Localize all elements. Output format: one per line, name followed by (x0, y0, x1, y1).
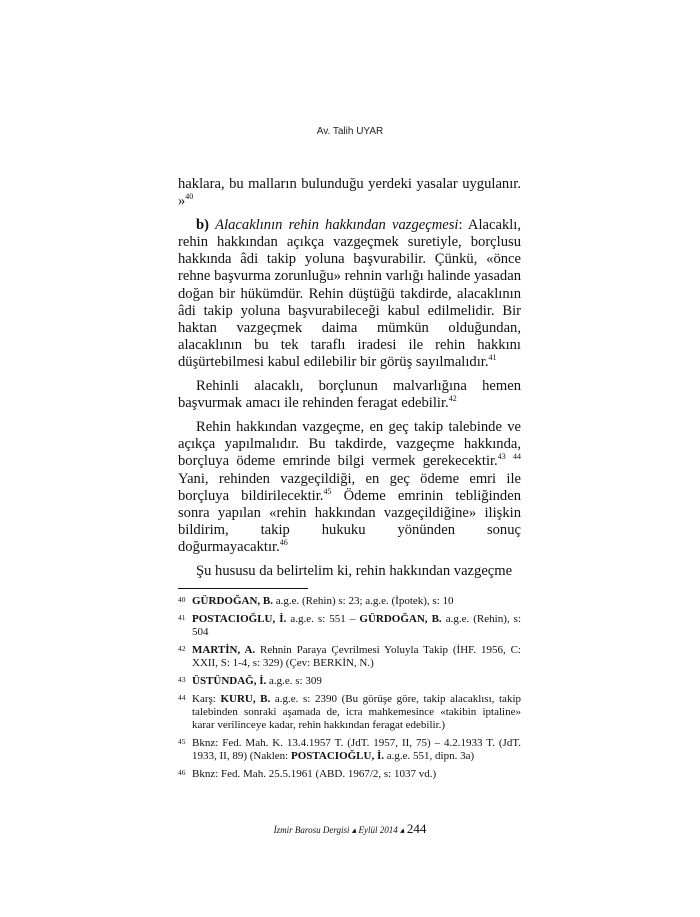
page-column (178, 0, 521, 878)
paragraph (178, 563, 521, 580)
footnote-ref: 43 (497, 452, 506, 462)
text-run: a.g.e. (Rehin), s: 504 (192, 613, 522, 639)
text-run: haklara, bu malların bulunduğu yerdeki yasalar uygulanır. » (178, 176, 521, 210)
page-footer (0, 821, 700, 838)
footnote-ref: 41 (488, 352, 497, 362)
footnote-number: 44 (178, 693, 186, 703)
footnote-number: 42 (178, 644, 186, 654)
text-run: Şu hususu da belirtelim ki, rehin hakkından vazgeçme (196, 562, 513, 579)
separator: ▴ (397, 825, 407, 836)
footnote-ref: 45 (323, 486, 332, 496)
text-run: Rehin hakkından vazgeçme, en geç takip talebinde ve açıkça yapılmalıdır. Bu takdirde, vazgeçme hakkında, borçluya ödeme emrinde bilgi vermek gerekecektir. (178, 419, 521, 470)
footnote (178, 768, 521, 781)
footnote (178, 595, 521, 608)
text-run: GÜRDOĞAN, B. (359, 613, 442, 626)
text-run: Bknz: Fed. Mah. K. 13.4.1957 T. (JdT. 1957, II, 75) – 4.2.1933 T. (JdT. 1933, II, 89) (Naklen: (192, 737, 521, 763)
paragraph (178, 378, 521, 412)
footnotes (178, 595, 521, 781)
footnote-text (192, 737, 521, 763)
footnote-number: 41 (178, 613, 186, 623)
journal-name: İzmir Barosu Dergisi (273, 825, 350, 836)
text-run: a.g.e. s: 2390 (Bu görüşe göre, takip alacaklısı, takip talebinden sonraki aşamada de, icra mahkemesince «takibin iptaline» karar verilinceye kadar, rehin hakkından feragat edebilir.) (192, 693, 521, 732)
footnote (178, 693, 521, 732)
text-run: Bknz: Fed. Mah. 25.5.1961 (ABD. 1967/2, s: 1037 vd.) (192, 768, 437, 781)
text-run: KURU, B. (220, 693, 271, 706)
footnote-text (192, 693, 521, 732)
footnote (178, 675, 521, 688)
footnote-ref: 46 (279, 537, 288, 547)
footnote-number: 46 (178, 768, 186, 778)
text-run: GÜRDOĞAN, B. (192, 595, 273, 608)
text-run: a.g.e. s: 551 – (286, 613, 360, 626)
page-number: 244 (406, 821, 427, 837)
paragraph (178, 217, 521, 371)
separator: ▴ (349, 825, 359, 836)
footnote-ref: 42 (448, 394, 457, 404)
text-run (506, 453, 513, 469)
footnote-text (192, 595, 521, 608)
text-run: a.g.e. (Rehin) s: 23; a.g.e. (İpotek), s: 10 (272, 595, 454, 608)
text-run: Rehinli alacaklı, borçlunun malvarlığına hemen başvurmak amacı ile rehinden feragat edebilir. (178, 378, 521, 412)
footnote-ref: 40 (185, 192, 194, 202)
footnote-text (192, 644, 521, 670)
text-run: POSTACIOĞLU, İ. (290, 750, 384, 763)
text-run: b) (196, 217, 216, 234)
text-run: MARTİN, A. (192, 644, 256, 657)
text-run: Rehnin Paraya Çevrilmesi Yoluyla Takip (İHF. 1956, C: XXII, S: 1-4, s: 329) (Çev: BERKİN, N.) (192, 644, 521, 670)
text-run: : Alacaklı, rehin hakkından açıkça vazgeçmek suretiyle, borçlusu hakkında âdi takip yoluna başvurabilir. Çünkü, «önce rehne başvurma zorunluğu» rehnin varlığı halinde yasadan doğan bir hükümdür. Rehin düştüğü takdirde, alacaklının âdi takip yoluna başvurabileceği kabul edilmelidir. Bir haktan vazgeçmek daima mümkün olduğundan, alacaklının bu tek taraflı iradesi ile rehin hakkını düşürtebilmesi kabul edilebilir bir görüş sayılmalıdır. (178, 217, 521, 370)
footnote-text (192, 613, 521, 639)
footnote-number: 45 (178, 737, 186, 747)
body-text (178, 176, 521, 580)
text-run: ÜSTÜNDAĞ, İ. (192, 675, 267, 688)
paragraph (178, 176, 521, 210)
text-run: Ödeme emrinin tebliğinden sonra yapılan «rehin hakkından vazgeçildiğine» ilişkin bildirim, takip hukuku yönünden sonuç doğurmayacaktır. (178, 487, 521, 555)
text-run: Karş: (192, 693, 221, 706)
footnote-text (192, 675, 521, 688)
footnote-ref: 44 (513, 452, 521, 462)
text-run: Yani, rehinden vazgeçildiği, en geç ödeme emri ile borçluya bildirilecektir. (178, 470, 521, 504)
footnote (178, 737, 521, 763)
text-run: Alacaklının rehin hakkından vazgeçmesi (215, 217, 459, 234)
footnote (178, 613, 521, 639)
running-header: Av. Talih UYAR (316, 126, 384, 137)
paragraph (178, 419, 521, 556)
text-run: POSTACIOĞLU, İ. (192, 613, 287, 626)
text-run: a.g.e. 551, dipn. 3a) (384, 750, 475, 763)
footnote-number: 43 (178, 675, 186, 685)
footnote-divider (178, 588, 308, 589)
text-run: a.g.e. s: 309 (266, 675, 322, 688)
footnote-number: 40 (178, 595, 186, 605)
footnote (178, 644, 521, 670)
footnote-text (192, 768, 521, 781)
issue-date: Eylül 2014 (358, 825, 398, 836)
